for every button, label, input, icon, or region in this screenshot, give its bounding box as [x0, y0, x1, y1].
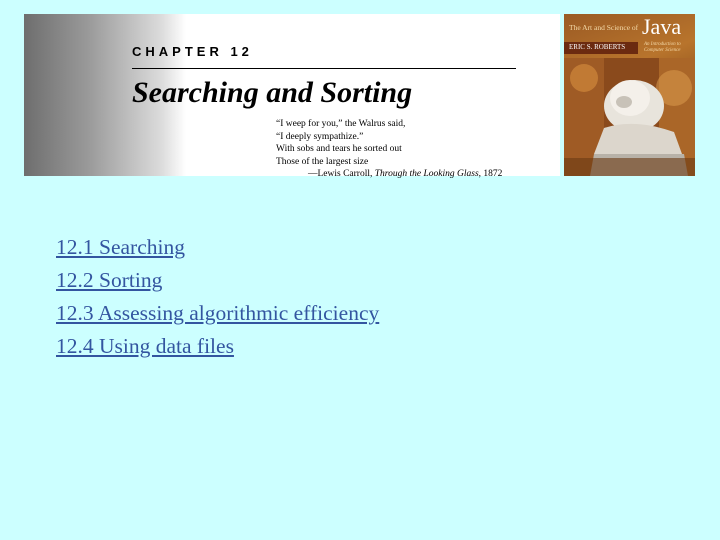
- lion-statue-illustration: [564, 58, 695, 176]
- chapter-rule: [132, 68, 516, 69]
- section-link-data-files[interactable]: 12.4 Using data files: [56, 334, 234, 358]
- section-item: [56, 267, 379, 300]
- cover-subtitle: An Introduction to Computer Science: [644, 42, 681, 53]
- cover-title: Java: [642, 14, 682, 39]
- quote-attribution: [276, 168, 502, 181]
- chapter-label: CHAPTER 12: [132, 44, 253, 59]
- chapter-header: [24, 14, 560, 179]
- section-list: [56, 234, 379, 366]
- quote-line: “I deeply sympathize.”: [276, 131, 364, 142]
- cover-series: The Art and Science of: [569, 23, 639, 32]
- section-item: [56, 333, 379, 366]
- cover-author: ERIC S. ROBERTS: [569, 43, 626, 51]
- quote-year: 1872: [481, 169, 503, 179]
- chapter-title: Searching and Sorting: [132, 76, 413, 109]
- quote-line: “I weep for you,” the Walrus said,: [276, 119, 406, 129]
- section-link-sorting[interactable]: 12.2 Sorting: [56, 268, 163, 292]
- section-link-efficiency[interactable]: 12.3 Assessing algorithmic efficiency: [56, 301, 380, 325]
- book-cover-image: [564, 14, 695, 176]
- quote-author: —Lewis Carroll,: [308, 169, 375, 179]
- section-link-searching[interactable]: 12.1 Searching: [56, 235, 185, 259]
- quote-line: Those of the largest size: [276, 156, 369, 167]
- epigraph-quote: [276, 118, 502, 181]
- quote-line: With sobs and tears he sorted out: [276, 144, 402, 154]
- section-item: [56, 300, 379, 333]
- section-item: [56, 234, 379, 267]
- quote-work: Through the Looking Glass,: [374, 169, 482, 179]
- cover-author-bar: [564, 42, 638, 54]
